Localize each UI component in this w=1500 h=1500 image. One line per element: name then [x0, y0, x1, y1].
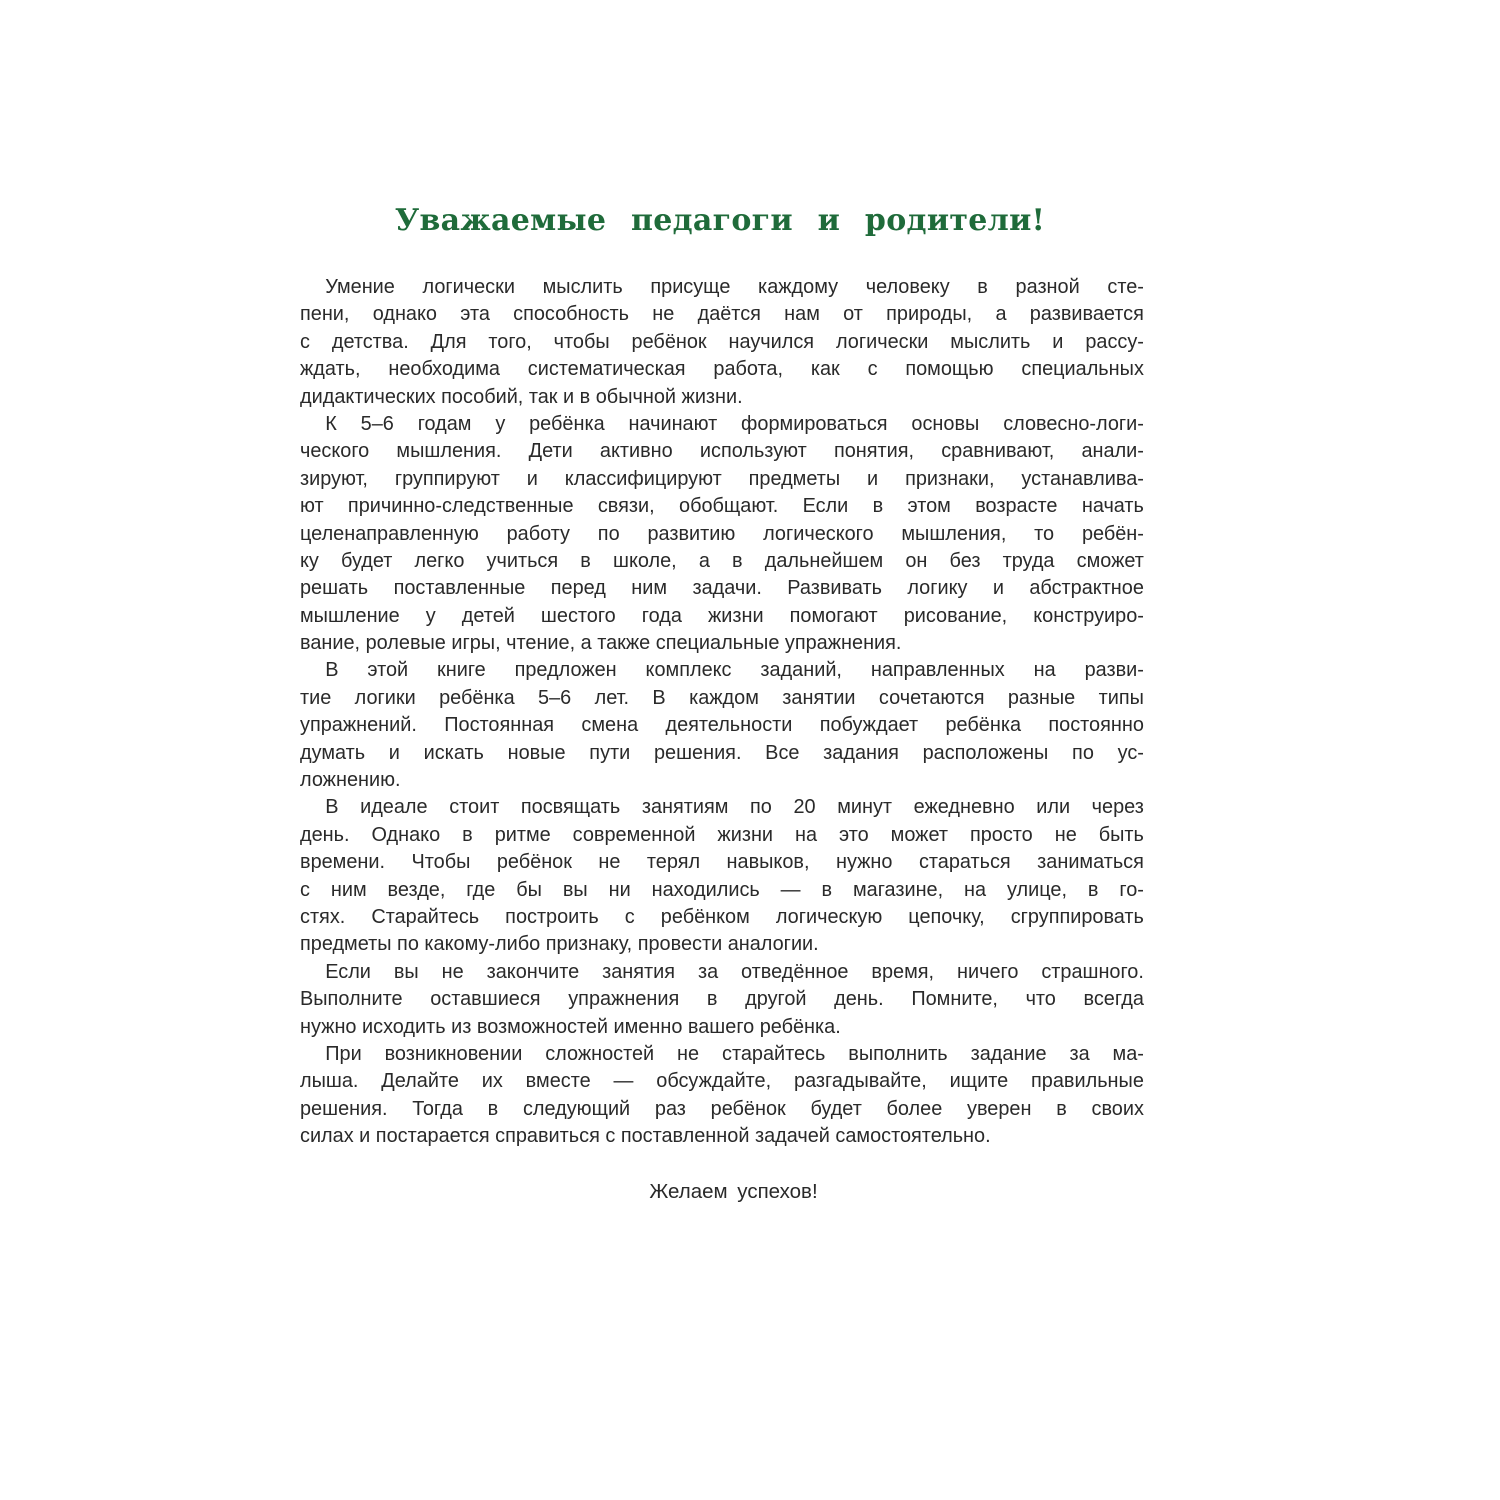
- paragraph-line: ложнению.: [300, 768, 401, 792]
- paragraph-line: день. Однако в ритме современной жизни на это может просто не быть: [300, 822, 1144, 846]
- paragraph-line: ку будет легко учиться в школе, а в дальнейшем он без труда сможет: [300, 548, 1144, 572]
- paragraph-line: вание, ролевые игры, чтение, а также специальные упражнения.: [300, 631, 902, 655]
- paragraph-line: тие логики ребёнка 5–6 лет. В каждом занятии сочетаются разные типы: [300, 685, 1144, 709]
- paragraph: [300, 656, 1144, 793]
- paragraph-line: лыша. Делайте их вместе — обсуждайте, разгадывайте, ищите правильные: [300, 1069, 1144, 1093]
- paragraph-line: ческого мышления. Дети активно используют понятия, сравнивают, анали-: [300, 439, 1144, 463]
- paragraph-line: думать и искать новые пути решения. Все задания расположены по ус-: [300, 740, 1144, 764]
- paragraph: [300, 958, 1144, 1040]
- paragraph: [300, 273, 1144, 410]
- paragraph-line: дидактических пособий, так и в обычной жизни.: [300, 384, 743, 408]
- paragraph: [300, 793, 1144, 957]
- paragraph-line: нужно исходить из возможностей именно вашего ребёнка.: [300, 1014, 841, 1038]
- paragraph-line: зируют, группируют и классифицируют предметы и признаки, устанавлива-: [300, 466, 1144, 490]
- paragraph: [300, 1040, 1144, 1150]
- paragraph-line: упражнений. Постоянная смена деятельности побуждает ребёнка постоянно: [300, 713, 1144, 737]
- paragraph-line: В идеале стоит посвящать занятиям по 20 минут ежедневно или через: [325, 795, 1144, 819]
- paragraph-line: Умение логически мыслить присуще каждому человеку в разной сте-: [325, 275, 1144, 298]
- paragraph-line: с ним везде, где бы вы ни находились — в магазине, на улице, в го-: [300, 877, 1144, 901]
- page-title: Уважаемые педагоги и родители!: [394, 203, 1046, 239]
- paragraph-line: решать поставленные перед ним задачи. Развивать логику и абстрактное: [300, 576, 1144, 600]
- paragraph-line: мышление у детей шестого года жизни помогают рисование, конструиро-: [300, 603, 1144, 627]
- paragraph-line: При возникновении сложностей не старайтесь выполнить задание за ма-: [325, 1041, 1144, 1065]
- paragraph-line: ждать, необходима систематическая работа, как с помощью специальных: [300, 357, 1144, 381]
- paragraph: [300, 410, 1144, 657]
- paragraph-line: времени. Чтобы ребёнок не терял навыков, нужно стараться заниматься: [300, 850, 1144, 874]
- paragraph-line: решения. Тогда в следующий раз ребёнок будет более уверен в своих: [300, 1096, 1144, 1120]
- paragraph-line: стях. Старайтесь построить с ребёнком логическую цепочку, сгруппировать: [300, 904, 1144, 928]
- paragraph-line: Выполните оставшиеся упражнения в другой день. Помните, что всегда: [300, 987, 1144, 1011]
- paragraph-line: с детства. Для того, чтобы ребёнок научился логически мыслить и рассу-: [300, 329, 1144, 353]
- paragraph-line: силах и постарается справиться с поставленной задачей самостоятельно.: [300, 1124, 991, 1148]
- paragraph-line: К 5–6 годам у ребёнка начинают формироваться основы словесно-логи-: [325, 411, 1144, 435]
- closing-line: Желаем успехов!: [649, 1180, 818, 1203]
- letter-body: [300, 273, 1144, 1150]
- paragraph-line: В этой книге предложен комплекс заданий, направленных на разви-: [325, 658, 1144, 682]
- paragraph-line: ют причинно-следственные связи, обобщают. Если в этом возрасте начать: [300, 494, 1144, 518]
- paragraph-line: целенаправленную работу по развитию логического мышления, то ребён-: [300, 521, 1144, 545]
- paragraph-line: Если вы не закончите занятия за отведённое время, ничего страшного.: [325, 959, 1144, 983]
- paragraph-line: пени, однако эта способность не даётся нам от природы, а развивается: [300, 302, 1144, 326]
- paragraph-line: предметы по какому-либо признаку, провести аналогии.: [300, 932, 819, 956]
